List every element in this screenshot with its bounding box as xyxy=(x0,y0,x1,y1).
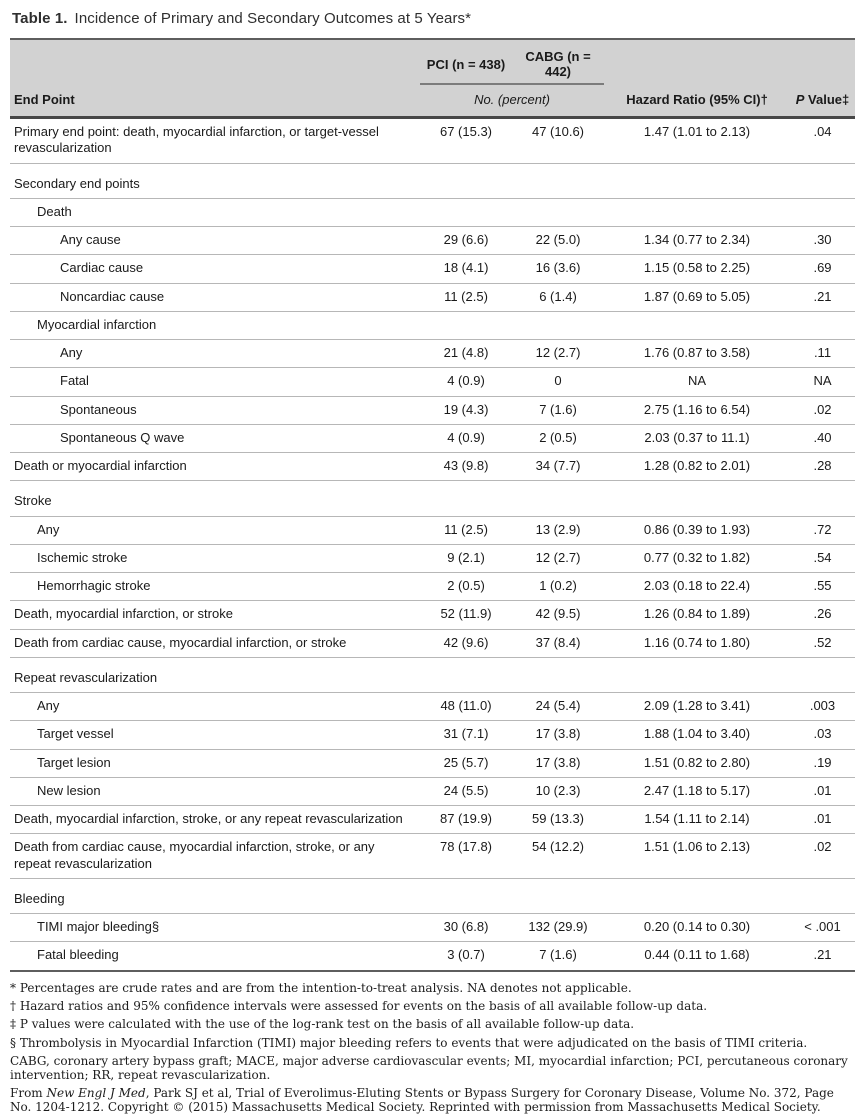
group-header-row xyxy=(10,39,855,84)
cabg-value-cell: 7 (1.6) xyxy=(512,396,604,424)
pci-value-cell: 30 (6.8) xyxy=(420,914,512,942)
p-value-cell: .26 xyxy=(790,601,855,629)
hazard-ratio-cell: 1.34 (0.77 to 2.34) xyxy=(604,227,790,255)
end-point-label: Ischemic stroke xyxy=(10,544,420,572)
end-point-label: Death xyxy=(10,198,855,226)
pci-value-cell: 18 (4.1) xyxy=(420,255,512,283)
cabg-value-cell: 24 (5.4) xyxy=(512,693,604,721)
footnote-citation xyxy=(10,1087,855,1114)
cabg-value-cell: 1 (0.2) xyxy=(512,573,604,601)
end-point-label: Primary end point: death, myocardial infarction, or target-vessel revascularization xyxy=(10,118,420,164)
hazard-ratio-cell: 1.76 (0.87 to 3.58) xyxy=(604,340,790,368)
end-point-label: Death from cardiac cause, myocardial infarction, or stroke xyxy=(10,629,420,657)
p-value-cell: .01 xyxy=(790,806,855,834)
footnote: CABG, coronary artery bypass graft; MACE, major adverse cardiovascular events; MI, myocardial infarction; PCI, percutaneous coronary intervention; RR, repeat revascularization. xyxy=(10,1055,855,1082)
pci-value-cell: 11 (2.5) xyxy=(420,283,512,311)
end-point-label: Noncardiac cause xyxy=(10,283,420,311)
column-subheader-no-percent: No. (percent) xyxy=(420,84,604,118)
end-point-label: TIMI major bleeding§ xyxy=(10,914,420,942)
hazard-ratio-cell: 2.03 (0.18 to 22.4) xyxy=(604,573,790,601)
hazard-ratio-cell: NA xyxy=(604,368,790,396)
cabg-value-cell: 12 (2.7) xyxy=(512,544,604,572)
column-header-hazard-ratio: Hazard Ratio (95% CI)† xyxy=(604,84,790,118)
end-point-label: Any cause xyxy=(10,227,420,255)
section-header-row xyxy=(10,198,855,226)
hazard-ratio-cell: 1.51 (0.82 to 2.80) xyxy=(604,749,790,777)
pci-value-cell: 4 (0.9) xyxy=(420,368,512,396)
column-header-end-point: End Point xyxy=(10,84,420,118)
cabg-value-cell: 37 (8.4) xyxy=(512,629,604,657)
end-point-label: Death from cardiac cause, myocardial infarction, stroke, or any repeat revascularization xyxy=(10,834,420,879)
pci-value-cell: 11 (2.5) xyxy=(420,516,512,544)
table-row xyxy=(10,424,855,452)
outcomes-table xyxy=(10,38,855,972)
table-row xyxy=(10,516,855,544)
table-row xyxy=(10,118,855,164)
p-value-cell: .54 xyxy=(790,544,855,572)
table-row xyxy=(10,749,855,777)
p-value-cell: .52 xyxy=(790,629,855,657)
pci-value-cell: 78 (17.8) xyxy=(420,834,512,879)
table-number: Table 1. xyxy=(12,10,68,27)
end-point-label: Death, myocardial infarction, stroke, or any repeat revascularization xyxy=(10,806,420,834)
hazard-ratio-cell: 1.87 (0.69 to 5.05) xyxy=(604,283,790,311)
p-value-cell: .21 xyxy=(790,283,855,311)
table-header xyxy=(10,39,855,118)
end-point-label: Target vessel xyxy=(10,721,420,749)
cabg-value-cell: 132 (29.9) xyxy=(512,914,604,942)
footnote: ‡ P values were calculated with the use of the log-rank test on the basis of all available follow-up data. xyxy=(10,1018,855,1031)
table-row xyxy=(10,368,855,396)
p-value-cell: .21 xyxy=(790,942,855,971)
pci-value-cell: 42 (9.6) xyxy=(420,629,512,657)
section-header-row xyxy=(10,481,855,516)
p-value-cell: .28 xyxy=(790,453,855,481)
end-point-label: Any xyxy=(10,693,420,721)
spacer-cell xyxy=(790,39,855,84)
end-point-label: Any xyxy=(10,340,420,368)
cabg-value-cell: 0 xyxy=(512,368,604,396)
pci-value-cell: 21 (4.8) xyxy=(420,340,512,368)
pci-value-cell: 25 (5.7) xyxy=(420,749,512,777)
section-header-row xyxy=(10,878,855,913)
hazard-ratio-cell: 2.47 (1.18 to 5.17) xyxy=(604,777,790,805)
end-point-label: Cardiac cause xyxy=(10,255,420,283)
p-value-cell: .72 xyxy=(790,516,855,544)
end-point-label: Bleeding xyxy=(10,878,855,913)
hazard-ratio-cell: 1.28 (0.82 to 2.01) xyxy=(604,453,790,481)
end-point-label: New lesion xyxy=(10,777,420,805)
end-point-label: Target lesion xyxy=(10,749,420,777)
cabg-value-cell: 13 (2.9) xyxy=(512,516,604,544)
cabg-value-cell: 7 (1.6) xyxy=(512,942,604,971)
pci-value-cell: 52 (11.9) xyxy=(420,601,512,629)
p-value-cell: .55 xyxy=(790,573,855,601)
cabg-value-cell: 59 (13.3) xyxy=(512,806,604,834)
table-title: Incidence of Primary and Secondary Outcomes at 5 Years* xyxy=(75,10,472,27)
table-row xyxy=(10,942,855,971)
cabg-value-cell: 2 (0.5) xyxy=(512,424,604,452)
end-point-label: Death, myocardial infarction, or stroke xyxy=(10,601,420,629)
pci-value-cell: 29 (6.6) xyxy=(420,227,512,255)
footnote: § Thrombolysis in Myocardial Infarction (TIMI) major bleeding refers to events that were adjudicated on the basis of TIMI criteria. xyxy=(10,1037,855,1050)
cabg-value-cell: 17 (3.8) xyxy=(512,749,604,777)
hazard-ratio-cell: 0.20 (0.14 to 0.30) xyxy=(604,914,790,942)
table-row xyxy=(10,914,855,942)
p-value-cell: .19 xyxy=(790,749,855,777)
hazard-ratio-cell: 0.86 (0.39 to 1.93) xyxy=(604,516,790,544)
cabg-value-cell: 42 (9.5) xyxy=(512,601,604,629)
cabg-value-cell: 22 (5.0) xyxy=(512,227,604,255)
p-value-cell: .04 xyxy=(790,118,855,164)
pci-value-cell: 4 (0.9) xyxy=(420,424,512,452)
cabg-value-cell: 6 (1.4) xyxy=(512,283,604,311)
footnotes xyxy=(10,982,855,1114)
p-value-cell: .40 xyxy=(790,424,855,452)
hazard-ratio-cell: 1.51 (1.06 to 2.13) xyxy=(604,834,790,879)
cabg-value-cell: 12 (2.7) xyxy=(512,340,604,368)
footnote: † Hazard ratios and 95% confidence intervals were assessed for events on the basis of all available follow-up data. xyxy=(10,1000,855,1013)
citation-journal: New Engl J Med xyxy=(46,1086,145,1100)
end-point-label: Hemorrhagic stroke xyxy=(10,573,420,601)
end-point-label: Spontaneous xyxy=(10,396,420,424)
table-row xyxy=(10,629,855,657)
section-header-row xyxy=(10,163,855,198)
cabg-value-cell: 54 (12.2) xyxy=(512,834,604,879)
end-point-label: Secondary end points xyxy=(10,163,855,198)
cabg-value-cell: 34 (7.7) xyxy=(512,453,604,481)
hazard-ratio-cell: 1.88 (1.04 to 3.40) xyxy=(604,721,790,749)
table-row xyxy=(10,721,855,749)
p-value-cell: .03 xyxy=(790,721,855,749)
pci-value-cell: 3 (0.7) xyxy=(420,942,512,971)
table-row xyxy=(10,396,855,424)
end-point-label: Myocardial infarction xyxy=(10,311,855,339)
cabg-value-cell: 47 (10.6) xyxy=(512,118,604,164)
pci-value-cell: 24 (5.5) xyxy=(420,777,512,805)
hazard-ratio-cell: 1.26 (0.84 to 1.89) xyxy=(604,601,790,629)
hazard-ratio-cell: 2.03 (0.37 to 11.1) xyxy=(604,424,790,452)
footnote-list xyxy=(10,982,855,1083)
hazard-ratio-cell: 2.09 (1.28 to 3.41) xyxy=(604,693,790,721)
cabg-value-cell: 16 (3.6) xyxy=(512,255,604,283)
p-value-cell: .11 xyxy=(790,340,855,368)
p-value-cell: .69 xyxy=(790,255,855,283)
end-point-label: Fatal bleeding xyxy=(10,942,420,971)
end-point-label: Fatal xyxy=(10,368,420,396)
hazard-ratio-cell: 1.54 (1.11 to 2.14) xyxy=(604,806,790,834)
p-value-cell: .02 xyxy=(790,396,855,424)
citation-prefix: From xyxy=(10,1086,46,1100)
section-header-row xyxy=(10,657,855,692)
table-row xyxy=(10,573,855,601)
section-header-row xyxy=(10,311,855,339)
p-value-italic-p: P xyxy=(796,92,805,107)
cabg-value-cell: 17 (3.8) xyxy=(512,721,604,749)
hazard-ratio-cell: 0.77 (0.32 to 1.82) xyxy=(604,544,790,572)
end-point-label: Death or myocardial infarction xyxy=(10,453,420,481)
column-header-p-value xyxy=(790,84,855,118)
p-value-cell: NA xyxy=(790,368,855,396)
column-header-row xyxy=(10,84,855,118)
table-row xyxy=(10,777,855,805)
table-row xyxy=(10,693,855,721)
table-row xyxy=(10,453,855,481)
pci-value-cell: 9 (2.1) xyxy=(420,544,512,572)
pci-value-cell: 43 (9.8) xyxy=(420,453,512,481)
pci-value-cell: 2 (0.5) xyxy=(420,573,512,601)
hazard-ratio-cell: 1.15 (0.58 to 2.25) xyxy=(604,255,790,283)
pci-value-cell: 31 (7.1) xyxy=(420,721,512,749)
hazard-ratio-cell: 0.44 (0.11 to 1.68) xyxy=(604,942,790,971)
table-row xyxy=(10,834,855,879)
table-row xyxy=(10,806,855,834)
table-body xyxy=(10,118,855,971)
table-row xyxy=(10,255,855,283)
end-point-label: Stroke xyxy=(10,481,855,516)
table-row xyxy=(10,601,855,629)
pci-value-cell: 67 (15.3) xyxy=(420,118,512,164)
hazard-ratio-cell: 1.47 (1.01 to 2.13) xyxy=(604,118,790,164)
p-value-rest: Value‡ xyxy=(804,92,849,107)
end-point-label: Spontaneous Q wave xyxy=(10,424,420,452)
table-row xyxy=(10,544,855,572)
column-header-cabg: CABG (n = 442) xyxy=(512,39,604,84)
p-value-cell: < .001 xyxy=(790,914,855,942)
pci-value-cell: 19 (4.3) xyxy=(420,396,512,424)
end-point-label: Any xyxy=(10,516,420,544)
pci-value-cell: 48 (11.0) xyxy=(420,693,512,721)
p-value-cell: .02 xyxy=(790,834,855,879)
pci-value-cell: 87 (19.9) xyxy=(420,806,512,834)
table-caption xyxy=(10,6,855,38)
spacer-cell xyxy=(604,39,790,84)
p-value-cell: .30 xyxy=(790,227,855,255)
end-point-label: Repeat revascularization xyxy=(10,657,855,692)
table-row xyxy=(10,340,855,368)
p-value-cell: .003 xyxy=(790,693,855,721)
table-row xyxy=(10,227,855,255)
column-header-pci: PCI (n = 438) xyxy=(420,39,512,84)
p-value-cell: .01 xyxy=(790,777,855,805)
hazard-ratio-cell: 1.16 (0.74 to 1.80) xyxy=(604,629,790,657)
citation-rest: , Park SJ et al, Trial of Everolimus-Eluting Stents or Bypass Surgery for Coronary Disease, Volume No. 372, Page No. 1204-1212. Copyright © (2015) Massachusetts Medical Society. Reprinted with permission from Massachusetts Medical Society. xyxy=(10,1086,834,1113)
spacer-cell xyxy=(10,39,420,84)
cabg-value-cell: 10 (2.3) xyxy=(512,777,604,805)
hazard-ratio-cell: 2.75 (1.16 to 6.54) xyxy=(604,396,790,424)
footnote: * Percentages are crude rates and are from the intention-to-treat analysis. NA denotes not applicable. xyxy=(10,982,855,995)
table-row xyxy=(10,283,855,311)
